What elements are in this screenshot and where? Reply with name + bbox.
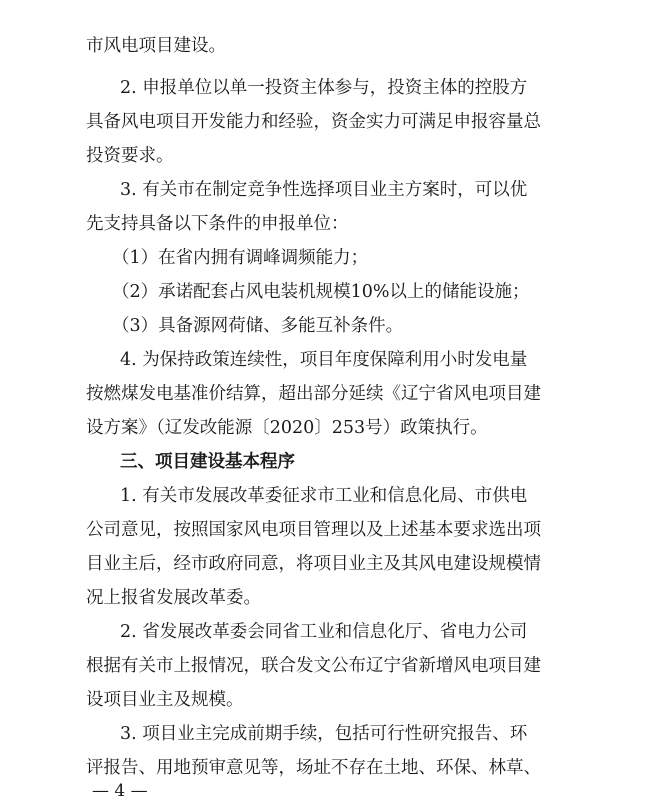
text-line: 设项目业主及规模。 [86,690,244,710]
text-line: 2. 省发展改革委会同省工业和信息化厅、省电力公司 [120,622,528,642]
text-line: 3. 有关市在制定竞争性选择项目业主方案时，可以优 [120,180,528,200]
page-number: — 4 — [92,781,148,801]
text-line: 目业主后，经市政府同意，将项目业主及其风电建设规模情 [86,554,541,574]
text-line: 3. 项目业主完成前期手续，包括可行性研究报告、环 [120,724,528,744]
text-line: 根据有关市上报情况，联合发文公布辽宁省新增风电项目建 [86,656,541,676]
text-line: 况上报省发展改革委。 [86,588,261,608]
section-heading: 三、项目建设基本程序 [120,452,295,472]
text-line: 先支持具备以下条件的申报单位： [86,214,349,234]
list-item: （2）承诺配套占风电装机规模10%以上的储能设施； [112,282,530,302]
text-line: 市风电项目建设。 [86,36,226,56]
list-item: （3）具备源网荷储、多能互补条件。 [112,316,404,336]
text-line: 设方案》（辽发改能源〔2020〕253号）政策执行。 [86,418,488,438]
text-line: 评报告、用地预审意见等，场址不存在土地、环保、林草、 [86,758,541,778]
text-line: 具备风电项目开发能力和经验，资金实力可满足申报容量总 [86,112,541,132]
text-line: 1. 有关市发展改革委征求市工业和信息化局、市供电 [120,486,528,506]
text-line: 公司意见，按照国家风电项目管理以及上述基本要求选出项 [86,520,541,540]
text-line: 2. 申报单位以单一投资主体参与，投资主体的控股方 [120,78,528,98]
text-line: 4. 为保持政策连续性，项目年度保障利用小时发电量 [120,350,528,370]
text-line: 按燃煤发电基准价结算，超出部分延续《辽宁省风电项目建 [86,384,541,404]
text-line: 投资要求。 [86,146,174,166]
list-item: （1）在省内拥有调峰调频能力； [112,248,369,268]
